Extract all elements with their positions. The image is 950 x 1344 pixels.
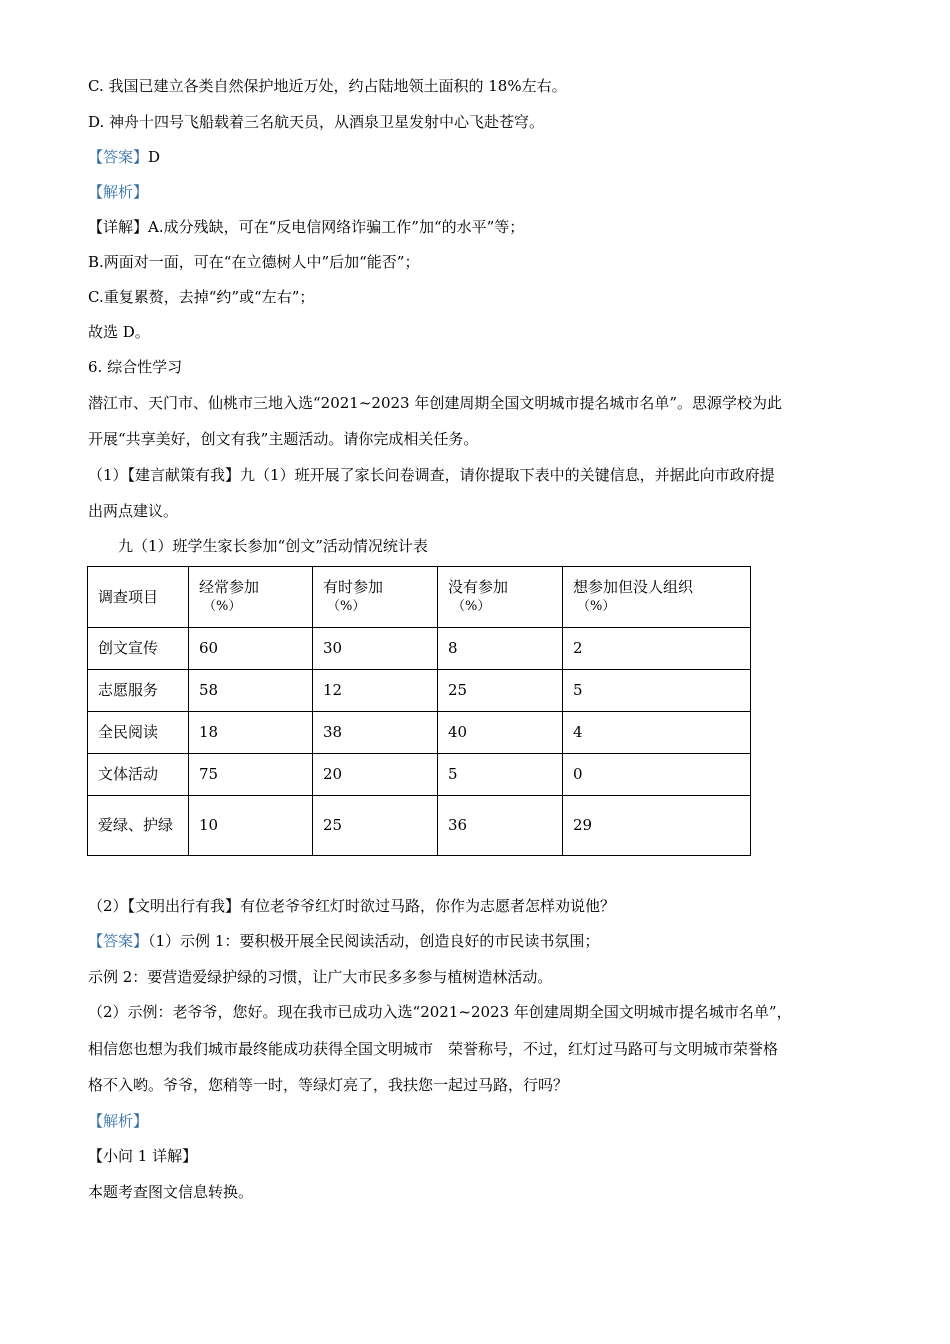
question-6-title: 6. 综合性学习 bbox=[88, 358, 183, 376]
answer-2-line-4: 相信您也想为我们城市最终能成功获得全国文明城市 荣誉称号，不过，红灯过马路可与文明城市荣誉格 bbox=[88, 1040, 779, 1058]
answer-tag: 【答案】 bbox=[88, 932, 149, 950]
table-cell: 20 bbox=[313, 754, 438, 796]
table-cell: 75 bbox=[189, 754, 313, 796]
row-label: 文体活动 bbox=[88, 754, 189, 796]
header-cell: 有时参加 （%） bbox=[313, 567, 438, 628]
header-cell: 经常参加 （%） bbox=[189, 567, 313, 628]
table-cell: 8 bbox=[438, 628, 563, 670]
table-cell: 58 bbox=[189, 670, 313, 712]
answer-2 bbox=[88, 931, 599, 951]
answer-2-line-5: 格不入哟。爷爷，您稍等一时，等绿灯亮了，我扶您一起过马路，行吗？ bbox=[88, 1076, 569, 1094]
table-cell: 30 bbox=[313, 628, 438, 670]
option-c: C. 我国已建立各类自然保护地近万处，约占陆地领土面积的 18%左右。 bbox=[88, 77, 567, 95]
table-cell: 29 bbox=[563, 796, 751, 856]
table-row bbox=[88, 628, 751, 670]
analysis-tag-1: 【解析】 bbox=[88, 183, 149, 201]
row-label: 全民阅读 bbox=[88, 712, 189, 754]
table-cell: 2 bbox=[563, 628, 751, 670]
table-cell: 18 bbox=[189, 712, 313, 754]
detail-b: B.两面对一面，可在“在立德树人中”后加“能否”； bbox=[88, 253, 420, 271]
table-row bbox=[88, 670, 751, 712]
row-label: 爱绿、护绿 bbox=[88, 796, 189, 856]
table-row bbox=[88, 796, 751, 856]
table-cell: 10 bbox=[189, 796, 313, 856]
final-line: 本题考查图文信息转换。 bbox=[88, 1183, 254, 1201]
answer-2-line-3: （2）示例：老爷爷，您好。现在我市已成功入选“2021~2023 年创建周期全国文明城市提名城市名单”， bbox=[88, 1003, 792, 1021]
analysis-tag-2: 【解析】 bbox=[88, 1112, 149, 1130]
question-6-intro-2: 开展“共享美好，创文有我”主题活动。请你完成相关任务。 bbox=[88, 430, 479, 448]
table-cell: 40 bbox=[438, 712, 563, 754]
table-cell: 25 bbox=[438, 670, 563, 712]
sub-question-1-detail: 【小问 1 详解】 bbox=[88, 1147, 198, 1165]
table-cell: 36 bbox=[438, 796, 563, 856]
detail-a: 【详解】A.成分残缺，可在“反电信网络诈骗工作”加“的水平”等； bbox=[88, 218, 525, 236]
table-header-row bbox=[88, 567, 751, 628]
table-cell: 4 bbox=[563, 712, 751, 754]
table-caption: 九（1）班学生家长参加“创文”活动情况统计表 bbox=[118, 537, 428, 555]
table-cell: 38 bbox=[313, 712, 438, 754]
header-cell: 没有参加 （%） bbox=[438, 567, 563, 628]
answer-value: D bbox=[148, 148, 161, 166]
answer-2-text: （1）示例 1：要积极开展全民阅读活动，创造良好的市民读书氛围； bbox=[148, 932, 600, 950]
table-cell: 25 bbox=[313, 796, 438, 856]
question-6-intro-1: 潜江市、天门市、仙桃市三地入选“2021~2023 年创建周期全国文明城市提名城市名单”。思源学校为此 bbox=[88, 394, 783, 412]
table-cell: 12 bbox=[313, 670, 438, 712]
table-cell: 0 bbox=[563, 754, 751, 796]
task-1-line-1: （1）【建言献策有我】九（1）班开展了家长问卷调查，请你提取下表中的关键信息，并据此向市政府提 bbox=[88, 466, 775, 484]
detail-c: C.重复累赘，去掉“约”或“左右”； bbox=[88, 288, 315, 306]
answer-tag: 【答案】 bbox=[88, 148, 149, 166]
table-row bbox=[88, 712, 751, 754]
task-2: （2）【文明出行有我】有位老爷爷红灯时欲过马路，你作为志愿者怎样劝说他？ bbox=[88, 897, 616, 915]
table-cell: 5 bbox=[563, 670, 751, 712]
option-d: D. 神舟十四号飞船载着三名航天员，从酒泉卫星发射中心飞赴苍穹。 bbox=[88, 113, 545, 131]
table-row bbox=[88, 754, 751, 796]
table-cell: 5 bbox=[438, 754, 563, 796]
stats-table bbox=[87, 566, 751, 856]
table-cell: 60 bbox=[189, 628, 313, 670]
row-label: 志愿服务 bbox=[88, 670, 189, 712]
header-cell: 调查项目 bbox=[88, 567, 189, 628]
answer-1 bbox=[88, 147, 160, 167]
row-label: 创文宣传 bbox=[88, 628, 189, 670]
task-1-line-2: 出两点建议。 bbox=[88, 502, 179, 520]
header-cell: 想参加但没人组织 （%） bbox=[563, 567, 751, 628]
answer-2-line-2: 示例 2：要营造爱绿护绿的习惯，让广大市民多多参与植树造林活动。 bbox=[88, 968, 553, 986]
detail-conclusion: 故选 D。 bbox=[88, 323, 150, 341]
